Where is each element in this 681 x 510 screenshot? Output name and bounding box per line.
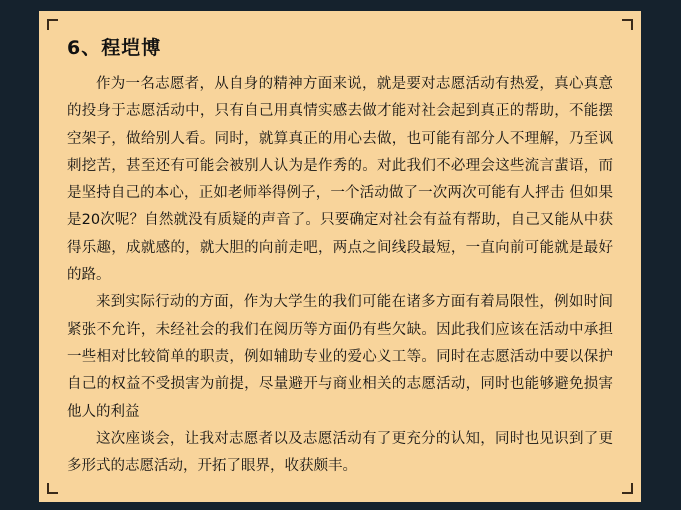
- paragraph-3: 这次座谈会，让我对志愿者以及志愿活动有了更充分的认知，同时也见识到了更多形式的志愿活动，开拓了眼界，收获颇丰。: [67, 430, 613, 475]
- corner-decoration-bottom-right: [622, 483, 633, 494]
- essay-card: [39, 11, 641, 502]
- essay-body: [67, 71, 613, 480]
- corner-decoration-top-right: [622, 19, 633, 30]
- paragraph-1: 作为一名志愿者，从自身的精神方面来说，就是要对志愿活动有热爱，真心真意的投身于志愿活动中，只有自己用真情实感去做才能对社会起到真正的帮助，不能摆空架子，做给别人看。同时，就算真正的用心去做，也可能有部分人不理解，乃至讽刺挖苦，甚至还有可能会被别人认为是作秀的。对此我们不必理会这些流言蜚语，而是坚持自己的本心，正如老师举得例子，一个活动做了一次两次可能有人抨击 但如果是20次呢？自然就没有质疑的声音了。只要确定对社会有益有帮助，自己又能从中获得乐趣，成就感的，就大胆的向前走吧，两点之间线段最短，一直向前可能就是最好的路。: [67, 76, 613, 284]
- paragraph-2: 来到实际行动的方面，作为大学生的我们可能在诸多方面有着局限性，例如时间紧张不允许，未经社会的我们在阅历等方面仍有些欠缺。因此我们应该在活动中承担一些相对比较简单的职责，例如辅助专业的爱心义工等。同时在志愿活动中要以保护自己的权益不受损害为前提，尽量避开与商业相关的志愿活动，同时也能够避免损害他人的利益: [67, 294, 613, 420]
- corner-decoration-bottom-left: [47, 483, 58, 494]
- corner-decoration-top-left: [47, 19, 58, 30]
- section-title: 6、程垲博: [67, 37, 162, 59]
